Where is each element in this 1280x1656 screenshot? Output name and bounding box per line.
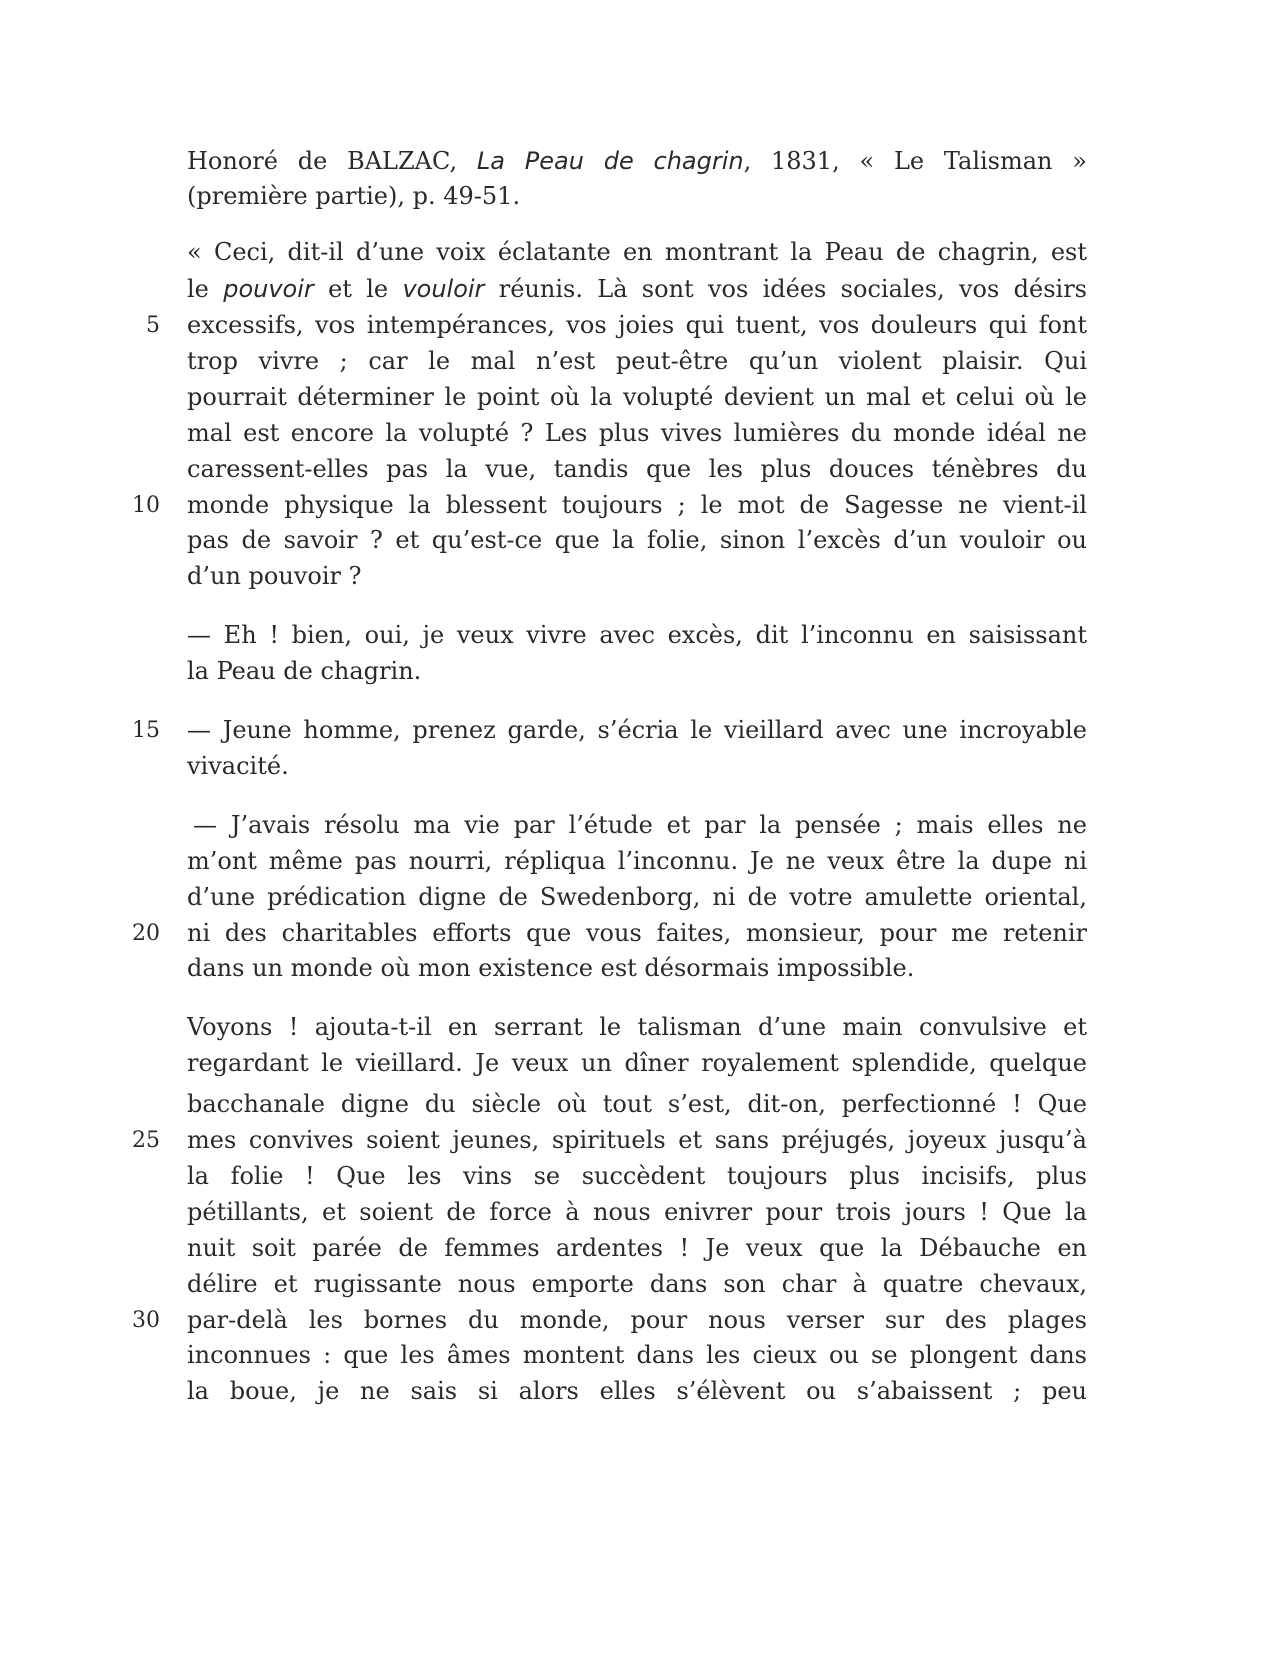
text-line: le pouvoir et le vouloir réunis. Là sont vos idées sociales, vos désirs	[187, 275, 1087, 303]
text-line: « Ceci, dit-il d’une voix éclatante en montrant la Peau de chagrin, est	[187, 238, 1087, 266]
text-line: trop vivre ; car le mal n’est peut-être qu’un violent plaisir. Qui	[187, 347, 1087, 375]
text-line: Voyons ! ajouta-t-il en serrant le talisman d’une main convulsive et	[187, 1013, 1087, 1041]
text-line: la Peau de chagrin.	[187, 657, 422, 685]
text-line: excessifs, vos intempérances, vos joies qui tuent, vos douleurs qui font	[187, 311, 1087, 339]
text-line: vivacité.	[187, 752, 289, 780]
text-line: ni des charitables efforts que vous faites, monsieur, pour me retenir	[187, 919, 1087, 947]
text-line: bacchanale digne du siècle où tout s’est, dit-on, perfectionné ! Que	[187, 1090, 1087, 1118]
line-number: 10	[132, 493, 160, 518]
citation-line: (première partie), p. 49-51.	[187, 182, 521, 210]
text-line: — Eh ! bien, oui, je veux vivre avec excès, dit l’inconnu en saisissant	[187, 621, 1087, 649]
text-line: d’une prédication digne de Swedenborg, ni de votre amulette oriental,	[187, 883, 1087, 911]
text-line: mes convives soient jeunes, spirituels et sans préjugés, joyeux jusqu’à	[187, 1126, 1087, 1154]
text-line: — J’avais résolu ma vie par l’étude et par la pensée ; mais elles ne	[193, 811, 1087, 839]
work-title: La Peau de chagrin	[476, 147, 744, 175]
text-line: la boue, je ne sais si alors elles s’élèvent ou s’abaissent ; peu	[187, 1377, 1087, 1405]
text-line: d’un pouvoir ?	[187, 562, 362, 590]
text-line: mal est encore la volupté ? Les plus vives lumières du monde idéal ne	[187, 419, 1087, 447]
text-line: — Jeune homme, prenez garde, s’écria le vieillard avec une incroyable	[187, 716, 1087, 744]
text-line: pétillants, et soient de force à nous enivrer pour trois jours ! Que la	[187, 1198, 1087, 1226]
line-number: 25	[132, 1128, 160, 1153]
emphasis-pouvoir: pouvoir	[223, 275, 314, 303]
text-line: nuit soit parée de femmes ardentes ! Je veux que la Débauche en	[187, 1234, 1087, 1262]
text-line: inconnues : que les âmes montent dans les cieux ou se plongent dans	[187, 1341, 1087, 1369]
text-line: pas de savoir ? et qu’est-ce que la folie, sinon l’excès d’un vouloir ou	[187, 526, 1087, 554]
citation-line	[187, 143, 1087, 180]
text-line: délire et rugissante nous emporte dans son char à quatre chevaux,	[187, 1270, 1087, 1298]
line-number: 5	[146, 313, 160, 338]
text-line: par-delà les bornes du monde, pour nous verser sur des plages	[187, 1306, 1087, 1334]
author: Honoré de BALZAC,	[187, 147, 458, 175]
text-line: monde physique la blessent toujours ; le mot de Sagesse ne vient-il	[187, 491, 1087, 519]
text-line: la folie ! Que les vins se succèdent toujours plus incisifs, plus	[187, 1162, 1087, 1190]
text-line: regardant le vieillard. Je veux un dîner royalement splendide, quelque	[187, 1049, 1087, 1077]
text-line: m’ont même pas nourri, répliqua l’inconnu. Je ne veux être la dupe ni	[187, 847, 1087, 875]
line-number: 20	[132, 921, 160, 946]
text-line: pourrait déterminer le point où la volupté devient un mal et celui où le	[187, 383, 1087, 411]
emphasis-vouloir: vouloir	[402, 275, 485, 303]
text-line: dans un monde où mon existence est désormais impossible.	[187, 954, 915, 982]
text-line: caressent-elles pas la vue, tandis que les plus douces ténèbres du	[187, 455, 1087, 483]
line-number: 30	[132, 1308, 160, 1333]
citation-details: , 1831, « Le Talisman »	[743, 147, 1087, 175]
line-number: 15	[132, 718, 160, 743]
